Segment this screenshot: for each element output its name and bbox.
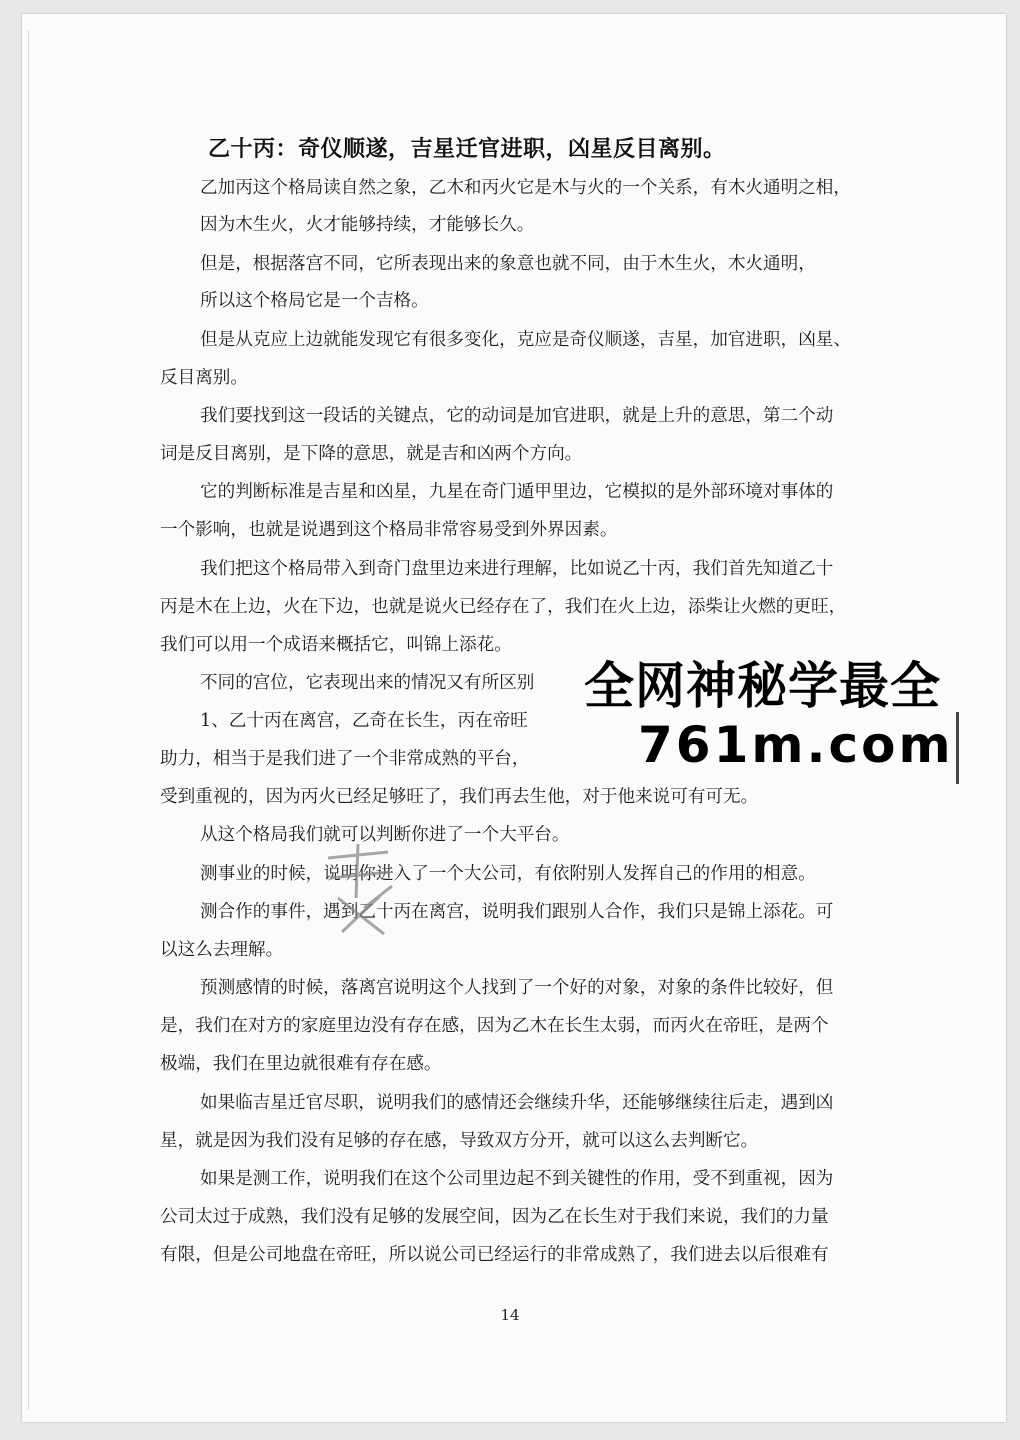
text-line: 我们把这个格局带入到奇门盘里边来进行理解，比如说乙十丙，我们首先知道乙十 bbox=[200, 559, 834, 579]
watermark-url: 761m.com bbox=[638, 716, 954, 774]
text-line: 1、乙十丙在离宫，乙奇在长生，丙在帝旺 bbox=[200, 711, 528, 731]
section-heading: 乙十丙：奇仪顺遂，吉星迁官进职，凶星反目离别。 bbox=[208, 137, 726, 162]
text-line: 丙是木在上边，火在下边，也就是说火已经存在了，我们在火上边，添柴让火燃的更旺， bbox=[160, 597, 847, 617]
page-number: 14 bbox=[500, 1306, 520, 1324]
text-line: 助力，相当于是我们进了一个非常成熟的平台， bbox=[160, 749, 530, 769]
text-line: 预测感情的时候，落离宫说明这个人找到了一个好的对象，对象的条件比较好，但 bbox=[200, 978, 834, 998]
page-edge-shadow bbox=[28, 30, 29, 1410]
text-line: 乙加丙这个格局读自然之象，乙木和丙火它是木与火的一个关系，有木火通明之相， bbox=[200, 178, 851, 198]
text-line: 星，就是因为我们没有足够的存在感，导致双方分开，就可以这么去判断它。 bbox=[160, 1131, 759, 1151]
text-line: 从这个格局我们就可以判断你进了一个大平台。 bbox=[200, 825, 570, 845]
text-line: 词是反目离别，是下降的意思，就是吉和凶两个方向。 bbox=[160, 444, 583, 464]
text-line: 因为木生火，火才能够持续，才能够长久。 bbox=[200, 215, 535, 235]
text-line: 不同的宫位，它表现出来的情况又有所区别 bbox=[200, 673, 535, 693]
text-line: 它的判断标准是吉星和凶星，九星在奇门遁甲里边，它模拟的是外部环境对事体的 bbox=[200, 482, 834, 502]
text-line: 受到重视的，因为丙火已经足够旺了，我们再去生他，对于他来说可有可无。 bbox=[160, 787, 759, 807]
text-line: 我们可以用一个成语来概括它，叫锦上添花。 bbox=[160, 635, 512, 655]
watermark-title: 全网神秘学最全 bbox=[584, 657, 941, 715]
text-line: 是，我们在对方的家庭里边没有存在感，因为乙木在长生太弱，而丙火在帝旺，是两个 bbox=[160, 1016, 829, 1036]
text-line: 但是，根据落宫不同，它所表现出来的象意也就不同，由于木生火，木火通明， bbox=[200, 254, 816, 274]
text-line: 有限，但是公司地盘在帝旺，所以说公司已经运行的非常成熟了，我们进去以后很难有 bbox=[160, 1245, 829, 1265]
text-line: 所以这个格局它是一个吉格。 bbox=[200, 291, 429, 311]
text-line: 如果临吉星迁官尽职，说明我们的感情还会继续升华，还能够继续往后走，遇到凶 bbox=[200, 1093, 834, 1113]
text-line: 反目离别。 bbox=[160, 368, 248, 388]
text-line: 以这么去理解。 bbox=[160, 940, 284, 960]
text-line: 测事业的时候，说明你进入了一个大公司，有依附别人发挥自己的作用的相意。 bbox=[200, 864, 816, 884]
text-line: 测合作的事件，遇到乙十丙在离宫，说明我们跟别人合作，我们只是锦上添花。可 bbox=[200, 902, 834, 922]
watermark-divider bbox=[956, 712, 959, 784]
text-line: 我们要找到这一段话的关键点，它的动词是加官进职，就是上升的意思，第二个动 bbox=[200, 406, 834, 426]
text-line: 极端，我们在里边就很难有存在感。 bbox=[160, 1054, 442, 1074]
text-line: 公司太过于成熟，我们没有足够的发展空间，因为乙在长生对于我们来说，我们的力量 bbox=[160, 1207, 829, 1227]
text-line: 如果是测工作，说明我们在这个公司里边起不到关键性的作用，受不到重视，因为 bbox=[200, 1169, 834, 1189]
text-line: 一个影响，也就是说遇到这个格局非常容易受到外界因素。 bbox=[160, 520, 618, 540]
text-line: 但是从克应上边就能发现它有很多变化，克应是奇仪顺遂，吉星，加官进职，凶星、 bbox=[200, 330, 851, 350]
stamp-mark bbox=[318, 838, 404, 938]
